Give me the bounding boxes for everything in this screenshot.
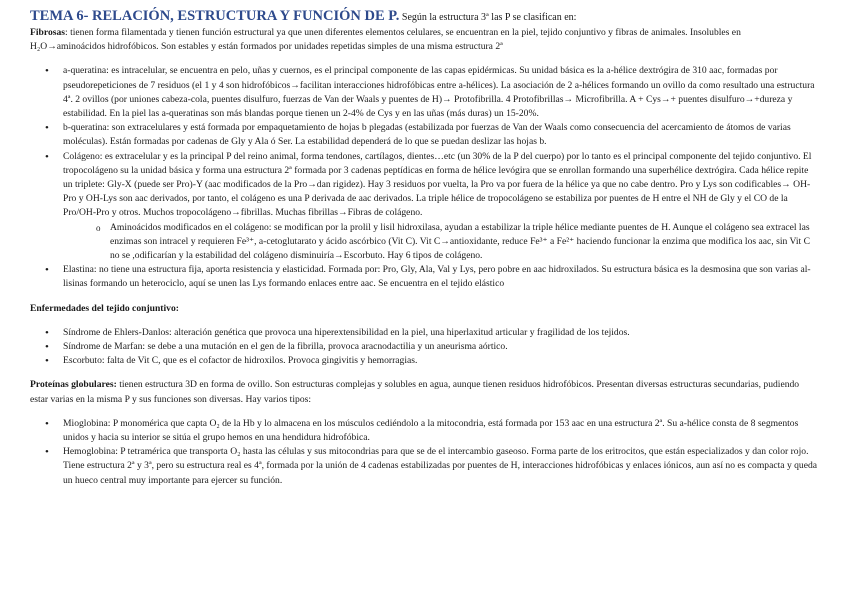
- list-item-elastina: • Elastina: no tiene una estructura fija, aporta resistencia y elasticidad. Formada por: Pro, Gly, Ala, Val y Lys, pero pobre en aac hidroxilados. Su estructura básica es la desmosina que son varias al-lisinas formando un heterociclo, aquí se unen las Lys formando enlaces entre aac. Se encuentra en el tejido elástico: [30, 263, 818, 291]
- list-item-colageno: • Colágeno: es extracelular y es la principal P del reino animal, forma tendones, cartílagos, dientes…etc (un 30% de la P del cuerpo) por lo tanto es el principal componente del tejido conjuntivo. El tropocolágeno su la unidad básica y forma una estructura 2ª formada por 3 cadenas peptídicas en forma de hélice levógira que se enrollan formando una superhélice dextrógira. Cada hélice repite un triplete: Gly-X (puede ser Pro)-Y (aac modificados de la Pro→dan rigidez). Hay 3 residuos por vuelta, la Pro va por fuera de la hélice ya que no cabe dentro. Pro y Lys son codificables→ OH-Pro y OH-Lys son aac derivados, por tanto, el colágeno es una P derivada de aac derivados. La triple hélice de tropocolágeno se estabiliza por puentes de H entre el NH de Gly y el CO de la Pro/OH-Pro y otros. Muchos tropocolágeno→fibrillas. Muchas fibrillas→Fibras de colágeno.: [30, 150, 818, 221]
- globulares-label: Proteínas globulares:: [30, 379, 117, 391]
- collagen-sublist: [96, 221, 818, 264]
- title-line: [30, 8, 818, 26]
- list-item-escorbuto: • Escorbuto: falta de Vit C, que es el cofactor de hidroxilos. Provoca gingivitis y hemorragias.: [30, 354, 818, 368]
- fibrosas-label: Fibrosas: [30, 27, 66, 38]
- fibrous-list: [30, 64, 818, 220]
- list-item-b-queratina: • b-queratina: son extracelulares y está formada por empaquetamiento de hojas b plegadas (estabilizada por fuerzas de Van der Waals como consecuencia del acercamiento de átomos de varias moléculas). Están formadas por cadenas de Gly y Ala ó Ser. La estabilidad dependerá de lo que se puedan deslizar las hojas b.: [30, 121, 818, 149]
- list-item-mioglobina: • Mioglobina: P monomérica que capta O₂ de la Hb y lo almacena en los músculos cediéndolo a la mitocondria, está formada por 153 aac en una estructura 2ª. Su a-hélice consta de 8 segmentos unidos y hacia su interior se sitúa el grupo hemos en una hendidura hidrofóbica.: [30, 417, 818, 445]
- fibrosas-text: : tienen forma filamentada y tienen función estructural ya que unen diferentes elementos celulares, se encuentran en la piel, tejido conjuntivo y fibras de animales. Insolubles en H₂O→aminoácidos hidrofóbicos. Son estables y están formados por unidades repetidas simples de una misma estructura 2ª: [30, 27, 741, 53]
- list-item-a-queratina: • a-queratina: es intracelular, se encuentra en pelo, uñas y cuernos, es el principal componente de las capas epidérmicas. Su unidad básica es la a-hélice dextrógira de 310 aac, formadas por pseudorepeticiones de 7 residuos (el 1 y 4 son hidrofóbicos→facilitan interacciones hidrofóbicas entre a-hélices). La asociación de 2 a-hélices formando un ovillo da como resultado una estructura 4ª. 2 ovillos (por uniones cabeza-cola, puentes disulfuro, fuerzas de Van der Waals y puentes de H)→ Protofibrilla. 4 Protofibrillas→ Microfibrilla. A + Cys→+ puentes disulfuro→+dureza y estabilidad. En la piel las a-queratinas son más blandas porque tienen un 2-4% de Cys y en las uñas (más duras) un 15-20%.: [30, 64, 818, 121]
- list-item-marfan: • Síndrome de Marfan: se debe a una mutación en el gen de la fibrilla, provoca aracnodactilia y un aneurisma aórtico.: [30, 340, 818, 354]
- fibrous-list-continued: [30, 263, 818, 291]
- list-item-aminoacidos-modificados: o Aminoácidos modificados en el colágeno: se modifican por la prolil y lisil hidroxilasa, ayudan a estabilizar la triple hélice mediante puentes de H. Aunque el colágeno sea extracel las enzimas son intracel y requieren Fe³⁺, a-cetoglutarato y ácido ascórbico (Vit C). Vit C→antioxidante, reduce Fe³⁺ a Fe²⁺ haciendo funcionar la enzima que modifica los aac, sin Vit C no se ,odificarían y la estabilidad del colágeno disminuiría→Escorbuto. Hay 6 tipos de colágeno.: [96, 221, 818, 264]
- title-intro: Según la estructura 3ª las P se clasifican en:: [401, 12, 577, 23]
- list-item-hemoglobina: • Hemoglobina: P tetramérica que transporta O₂ hasta las células y sus mitocondrias para que se de el intercambio gaseoso. Forma parte de los eritrocitos, que están especializados y dan color rojo. Tiene estructura 2ª y 3ª, pero su estructura real es 4ª, formada por la unión de 4 cadenas estabilizadas por puentes de H, interacciones hidrofóbicas y enlaces iónicos, aun así no es compacta y queda un hueco central muy importante para ejercer su función.: [30, 445, 818, 488]
- globulares-text: tienen estructura 3D en forma de ovillo. Son estructuras complejas y solubles en agua, aunque tienen residuos hidrofóbicos. Presentan diversas estructuras secundarias, pudiendo estar varias en la misma P y sus funciones son diversas. Hay varios tipos:: [30, 379, 800, 405]
- diseases-list: [30, 326, 818, 369]
- diseases-heading: Enfermedades del tejido conjuntivo:: [30, 302, 179, 314]
- list-item-ehlers-danlos: • Síndrome de Ehlers-Danlos: alteración genética que provoca una hiperextensibilidad en la piel, una hiperlaxitud articular y fragilidad de los tejidos.: [30, 326, 818, 340]
- globular-list: [30, 417, 818, 488]
- globulares-paragraph: [30, 378, 818, 406]
- page-title: TEMA 6- RELACIÓN, ESTRUCTURA Y FUNCIÓN DE P.: [30, 8, 400, 24]
- fibrosas-paragraph: [30, 26, 818, 54]
